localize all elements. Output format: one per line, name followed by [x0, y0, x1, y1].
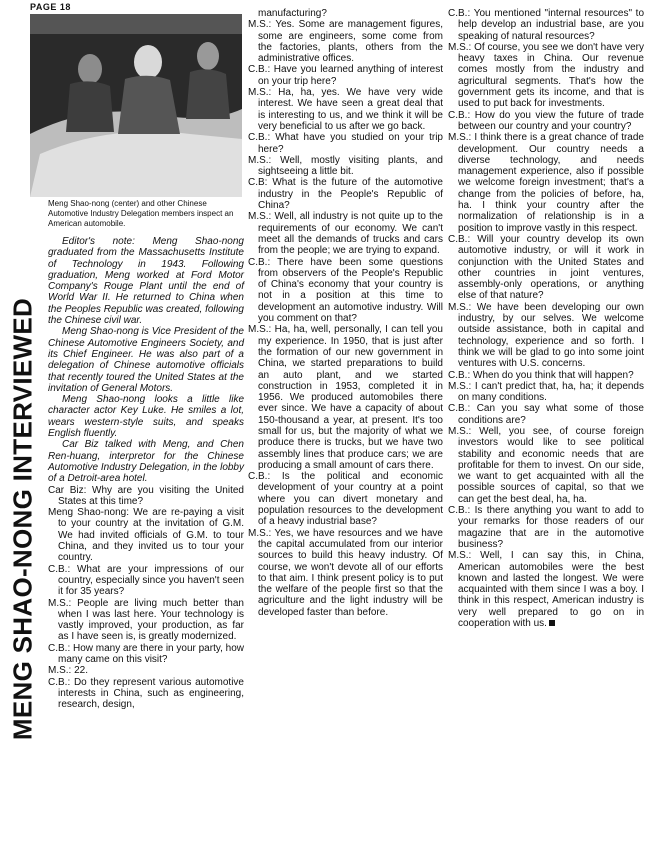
- qa-line: C.B.: What have you studied on your trip here?: [248, 132, 443, 155]
- qa-line: C.B.: You mentioned "internal resources" to help develop an industrial base, are you speaking of natural resources?: [448, 8, 644, 42]
- qa-line: manufacturing?: [258, 8, 327, 19]
- qa-line: Meng Shao-nong: We are re-paying a visit to your country at the invitation of G.M. We had invited officials of G.M. to tour China, and they invited us to tour your country.: [48, 507, 244, 564]
- editor-note-p4: Car Biz talked with Meng, and Chen Ren-huang, interpretor for the Chinese Automotive Industry Delegation, in the lobby of a Detroit-area hotel.: [48, 439, 244, 485]
- qa-line: M.S.: Well, all industry is not quite up to the requirements of our economy. We can't meet all the demands of trucks and cars from the people; we are trying to expand.: [248, 211, 443, 257]
- editor-note-p3: Meng Shao-nong looks a little like character actor Key Luke. He smiles a lot, wears western-style suits, and speaks English fluently.: [48, 394, 244, 440]
- delegation-photo: [30, 14, 242, 197]
- qa-final-text: M.S.: Well, I can say this, in China, American automobiles were the best known and lasted the longest. We were acquainted with them since I was a boy. I think in this respect, American industry is very well prepared to go on in cooperation with us.: [448, 550, 644, 630]
- qa-line: M.S.: Yes. Some are management figures, some are engineers, some come from the factories, plants, others from the administrative offices.: [248, 19, 443, 65]
- editor-note-p2: Meng Shao-nong is Vice President of the Chinese Automotive Engineers Society, and its Chief Engineer. He was also part of a delegation of Chinese automotive officials that recently toured the United States at the invitation of General Motors.: [48, 326, 244, 394]
- qa-line: C.B.: Have you learned anything of interest on your trip here?: [248, 64, 443, 87]
- headline-text: MENG SHAO-NONG INTERVIEWED: [7, 297, 38, 741]
- qa-line: M.S.: Ha, ha, well, personally, I can tell you my experience. In 1950, that is just after the formation of our new government in China, we started preparations to build an auto plant, and we started construction in 1953, completed it in 1956. We produced automobiles there ever since. We have a capacity of about 150-thousand a year, at present. It's too small for us, but the majority of what we produce there is trucks, but we have two assembly lines that produce cars; we are producing a small amount of cars there.: [248, 324, 443, 471]
- qa-line: C.B.: How do you view the future of trade between our country and your country?: [448, 109, 644, 132]
- qa-line: M.S.: Of course, you see we don't have very heavy taxes in China. Our revenue comes mostly from the industry and agricultural segments. That's how the government gets its income, and that is used to put back for investments.: [448, 41, 644, 110]
- qa-line: C.B.: Do they represent various automotive interests in China, such as engineering, research, design,: [48, 676, 244, 711]
- page-number: PAGE 18: [30, 2, 71, 12]
- photo-illustration: [30, 14, 242, 197]
- qa-line: M.S.: I can't predict that, ha, ha; it depends on many conditions.: [448, 380, 644, 404]
- qa-line: C.B: What is the future of the automotive industry in the People's Republic of China?: [248, 177, 443, 212]
- qa-line: M.S.: Well, you see, of course foreign investors would like to see political stability and economic needs that are profitable for them to invest. On our side, we want to get acquainted with all the possible sources of capital, so that we can get the best deal, ha, ha.: [448, 425, 644, 505]
- end-of-article-mark: [549, 620, 555, 626]
- qa-line: M.S.: Ha, ha, yes. We have very wide interest. We have seen a great deal that is interesting to us, and we think it will be very beneficial to us after we go back.: [248, 87, 443, 132]
- qa-line: C.B.: Is the political and economic development of your country at a point where you can divert monetary and population resources to the development of a heavy industrial base?: [248, 471, 443, 528]
- qa-line: M.S.: 22.: [48, 665, 89, 677]
- qa-line: M.S.: Well, mostly visiting plants, and sightseeing a little bit.: [248, 154, 443, 178]
- headline-vertical: [0, 199, 46, 839]
- qa-line: C.B.: There have been some questions from observers of the People's Republic of China's economy that your country is not in a position at this time to development an automotive industry. Will you comment on that?: [248, 256, 443, 325]
- column-1: [48, 236, 244, 710]
- column-2: [248, 8, 443, 618]
- qa-line-final: [448, 550, 644, 629]
- photo-caption: Meng Shao-nong (center) and other Chinese Automotive Industry Delegation members inspect an American automobile.: [48, 199, 234, 228]
- qa-line: C.B.: What are your impressions of our country, especially since you haven't seen it for 35 years?: [48, 563, 244, 598]
- editor-note-p1: Editor's note: Meng Shao-nong graduated from the Massachusetts Institute of Technology in 1943. Following graduation, Meng worked at Ford Motor Company's Rouge Plant until the end of World War II. He returned to China when the Peoples Republic was created, following the Chinese civil war.: [48, 236, 244, 327]
- qa-line: C.B.: How many are there in your party, how many came on this visit?: [48, 642, 245, 665]
- qa-line: M.S.: People are living much better than when I was last here. Your technology is vastly improved, your production, as far as I have seen is, is greatly modernized.: [48, 597, 244, 643]
- qa-line: C.B.: Can you say what some of those conditions are?: [448, 403, 644, 426]
- qa-line: C.B.: Will your country develop its own automotive industry, or will it work in conjunction with the United States and other countries in joint ventures, assembly-only operations, or anything else of that nature?: [448, 233, 644, 302]
- qa-line: Car Biz: Why are you visiting the United States at this time?: [48, 484, 244, 507]
- qa-line: M.S.: We have been developing our own industry, by our selves. We welcome outside assistance, both in capital and technology, experience and so forth. I think we will be glad to go into some joint ventures with U.S. concerns.: [448, 301, 644, 370]
- qa-line: C.B.: Is there anything you want to add to your remarks for those readers of our magazine that are in the automotive business?: [448, 505, 644, 550]
- qa-line: M.S.: Yes, we have resources and we have the capital accumulated from our interior sources to build this heavy industry. Of course, we won't devote all of our efforts to that aim. I think present policy is to put the welfare of the people first so that the agriculture and the light industry will be developed faster than before.: [248, 527, 443, 618]
- qa-line: M.S.: I think there is a great chance of trade development. Our country needs a diverse technology, and needs management experience, also if possible we welcome foreign investment; that's a change from the policies of before, ha, ha. I think your country after the normalization of relationship is in a position to improve vastly in this respect.: [448, 132, 644, 234]
- column-3: [448, 8, 644, 629]
- qa-line: C.B.: When do you think that will happen?: [448, 369, 634, 381]
